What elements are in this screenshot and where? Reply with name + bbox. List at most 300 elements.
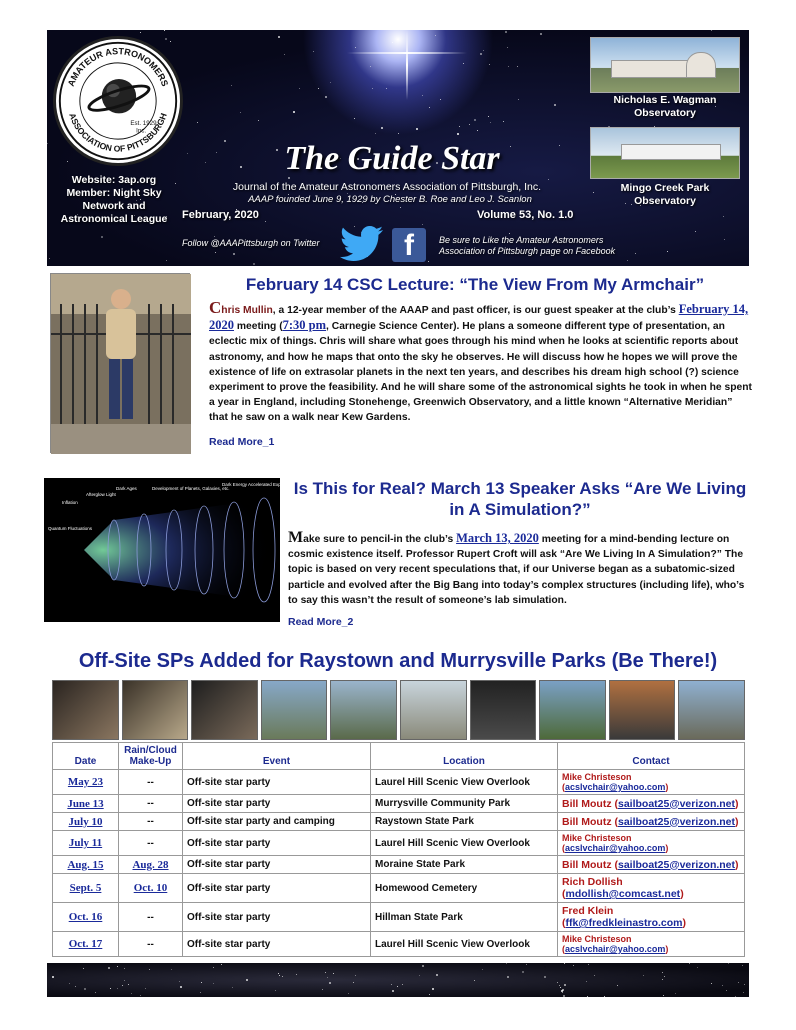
website-line: Website: 3ap.org	[71, 174, 157, 186]
article1-text-3: , Carnegie Science Center). He plans a someone different type of presentation, an eclectic mix of things. Chris will share what goes through his mind when he looks at scientific reports about astronomy, and how he maps that onto the sky he observes. He will discuss how he hopes we will prove the existence of life on extrasolar planets in the next ten years, and describes his dream high school (?) science experiment to prove the feasibility. And he will share some of the astronomical sights he took in when he spent a year in England, including Stonehenge, Greenwich Observatory, and a little known “Alternative Meridian” that he saw on a walk near Kew Gardens.	[209, 321, 752, 424]
star-dot	[562, 992, 563, 993]
event-date-link[interactable]: July 11	[68, 837, 103, 849]
makeup-date: --	[147, 911, 154, 923]
event-date-link[interactable]: Oct. 17	[68, 938, 103, 950]
star-dot	[180, 986, 182, 988]
star-dot	[325, 96, 327, 98]
star-dot	[440, 99, 441, 100]
star-dot	[483, 50, 484, 51]
table-row	[53, 874, 745, 903]
column-header-location: Location	[371, 743, 558, 770]
event-date-link[interactable]: June 13	[67, 797, 104, 810]
star-party-photo	[539, 680, 606, 740]
event-contact-cell: Mike Christeson (acslvchair@yahoo.com)	[558, 932, 745, 957]
club-seal-logo	[53, 36, 183, 166]
facebook-like-text[interactable]	[439, 235, 639, 257]
event-date-cell	[53, 856, 119, 874]
star-dot	[509, 233, 510, 234]
star-dot	[743, 992, 744, 993]
star-dot	[562, 989, 564, 991]
star-dot	[663, 995, 664, 996]
event-contact-cell: Bill Moutz (sailboat25@verizon.net)	[558, 795, 745, 813]
article2-body	[288, 530, 754, 608]
star-dot	[187, 153, 188, 154]
footer-starfield	[47, 963, 749, 997]
svg-text:ASSOCIATION OF PITTSBURGH: ASSOCIATION OF PITTSBURGH	[67, 111, 169, 154]
star-dot	[505, 31, 507, 33]
table-row	[53, 903, 745, 932]
star-dot	[724, 239, 725, 240]
star-dot	[564, 984, 566, 986]
star-dot	[318, 88, 319, 89]
star-dot	[722, 985, 723, 986]
star-dot	[728, 963, 729, 964]
star-dot	[594, 975, 595, 976]
star-dot	[353, 982, 354, 983]
star-dot	[95, 992, 96, 993]
journal-subtitle: Journal of the Amateur Astronomers Association of Pittsburgh, Inc.	[232, 181, 542, 193]
star-dot	[711, 30, 712, 31]
contact-email-link[interactable]: ffk@fredkleinastro.com	[565, 917, 683, 929]
wagman-observatory-photo	[590, 37, 740, 93]
star-dot	[69, 983, 70, 984]
makeup-date-cell	[119, 770, 183, 795]
event-contact-cell: Fred Klein (ffk@fredkleinastro.com)	[558, 903, 745, 932]
event-location-cell: Laurel Hill Scenic View Overlook	[371, 932, 558, 957]
star-party-photo	[330, 680, 397, 740]
issue-volume: Volume 53, No. 1.0	[477, 209, 574, 221]
star-dot	[662, 972, 663, 973]
star-dot	[477, 130, 478, 131]
event-date-link[interactable]: May 23	[67, 776, 104, 788]
star-party-photo	[400, 680, 467, 740]
contact-email-link[interactable]: sailboat25@verizon.net	[618, 797, 736, 810]
star-dot	[488, 116, 489, 117]
star-dot	[355, 47, 356, 48]
star-dot	[171, 969, 172, 970]
table-row	[53, 795, 745, 813]
star-dot	[435, 35, 436, 36]
star-dot	[117, 988, 118, 989]
event-name-cell: Off-site star party	[183, 874, 371, 903]
article1-text-1: , a 12-year member of the AAAP and past officer, is our guest speaker at the club’s	[272, 305, 679, 316]
svg-text:Est. 1929: Est. 1929	[130, 119, 157, 127]
contact-email-link[interactable]: sailboat25@verizon.net	[618, 815, 736, 828]
star-dot	[166, 260, 167, 261]
article1-title: February 14 CSC Lecture: “The View From My Armchair”	[245, 275, 705, 294]
star-dot	[201, 982, 202, 983]
star-dot	[117, 966, 118, 967]
star-dot	[215, 252, 216, 253]
star-dot	[573, 965, 574, 966]
svg-text:Dark Ages: Dark Ages	[116, 486, 137, 491]
makeup-date[interactable]: Aug. 28	[132, 858, 169, 871]
event-location-cell: Raystown State Park	[371, 813, 558, 831]
star-dot	[627, 260, 628, 261]
contact-email-link[interactable]: acslvchair@yahoo.com	[565, 843, 666, 853]
mingo-creek-observatory-photo	[590, 127, 740, 179]
contact-email-link[interactable]: acslvchair@yahoo.com	[565, 944, 666, 954]
contact-email-link[interactable]: sailboat25@verizon.net	[618, 858, 736, 871]
member-line-2: Network and	[82, 200, 146, 212]
star-dot	[557, 982, 558, 983]
newsletter-title: The Guide Star	[284, 140, 500, 177]
founded-line: AAAP founded June 9, 1929 by Chester B. Roe and Leo J. Scanlon	[248, 194, 532, 205]
makeup-date-cell	[119, 903, 183, 932]
star-dot	[265, 221, 266, 222]
event-date-cell	[53, 903, 119, 932]
speaker-photo-chris-mullin	[50, 273, 190, 453]
star-dot	[205, 162, 206, 163]
contact-name: Bill Moutz	[562, 797, 612, 810]
star-dot	[664, 976, 665, 977]
star-dot	[398, 133, 399, 134]
event-location-cell: Moraine State Park	[371, 856, 558, 874]
star-dot	[419, 975, 420, 976]
star-dot	[325, 972, 326, 973]
star-dot	[726, 990, 727, 991]
star-dot	[375, 133, 376, 134]
star-dot	[293, 111, 295, 113]
event-location-cell: Laurel Hill Scenic View Overlook	[371, 831, 558, 856]
star-dot	[124, 968, 125, 969]
star-dot	[278, 973, 279, 974]
star-dot	[544, 976, 546, 978]
wagman-observatory-caption	[590, 94, 740, 120]
event-name-cell: Off-site star party and camping	[183, 813, 371, 831]
star-dot	[469, 124, 470, 125]
star-dot	[617, 985, 618, 986]
makeup-date: --	[147, 837, 154, 849]
star-dot	[381, 127, 383, 129]
saturn-seal-icon	[56, 39, 180, 163]
march-13-date-link[interactable]: March 13, 2020	[456, 531, 539, 545]
star-dot	[322, 989, 323, 990]
makeup-date-cell	[119, 795, 183, 813]
star-party-photo	[191, 680, 258, 740]
article2-title	[285, 478, 755, 520]
makeup-date-cell	[119, 813, 183, 831]
star-dot	[397, 986, 398, 987]
twitter-bird-icon[interactable]	[340, 226, 384, 262]
event-date-cell	[53, 831, 119, 856]
star-dot	[738, 982, 739, 983]
star-flare-vertical	[406, 30, 408, 100]
mingo-caption-line-1: Mingo Creek Park	[620, 182, 710, 194]
star-dot	[84, 988, 86, 990]
star-dot	[402, 984, 403, 985]
star-dot	[213, 983, 214, 984]
contact-name: Bill Moutz	[562, 815, 612, 828]
star-dot	[348, 993, 349, 994]
star-dot	[140, 995, 141, 996]
star-dot	[744, 984, 745, 985]
star-dot	[216, 152, 217, 153]
star-party-photo	[52, 680, 119, 740]
mingo-caption-line-2: Observatory	[634, 195, 696, 207]
makeup-date[interactable]: Oct. 10	[133, 882, 168, 894]
wagman-caption-line-1: Nicholas E. Wagman	[613, 94, 717, 106]
star-dot	[329, 982, 331, 984]
star-dot	[47, 143, 48, 144]
star-dot	[108, 967, 110, 969]
issue-date: February, 2020	[182, 209, 259, 221]
star-dot	[522, 971, 524, 973]
star-dot	[548, 179, 549, 180]
star-dot	[354, 118, 355, 119]
star-dot	[253, 263, 255, 265]
star-dot	[643, 975, 644, 976]
star-dot	[436, 974, 438, 976]
svg-text:Afterglow Light: Afterglow Light	[86, 492, 116, 497]
star-dot	[480, 53, 482, 55]
star-dot	[675, 993, 676, 994]
star-dot	[723, 216, 724, 217]
member-line-3: Astronomical League	[60, 213, 168, 225]
star-dot	[179, 981, 180, 982]
star-dot	[742, 965, 743, 966]
makeup-date: --	[147, 816, 154, 827]
february-14-date-link[interactable]: February 14, 2020	[209, 302, 749, 333]
star-dot	[400, 207, 401, 208]
contact-name: Bill Moutz	[562, 858, 612, 871]
facebook-line-1: Be sure to Like the Amateur Astronomers	[439, 235, 604, 245]
star-party-photo	[122, 680, 189, 740]
contact-name: Mike Christeson	[562, 772, 632, 782]
article2-text-2: meeting for a mind-bending lecture on cosmic existence itself. Professor Rupert Croft will ask “Are We Living In A Simulation?” The topic is based on very recent speculations that, if our Universe began as a subatomic-sized particle and evolved after the Big Bang into today’s complex structures (including life), who’s to say this wasn’t the result of someone’s lab simulation.	[288, 534, 745, 606]
makeup-date: --	[147, 776, 154, 788]
table-row	[53, 932, 745, 957]
star-dot	[517, 66, 518, 67]
event-contact-cell: Bill Moutz (sailboat25@verizon.net)	[558, 813, 745, 831]
star-dot	[122, 985, 123, 986]
event-contact-cell: Mike Christeson (acslvchair@yahoo.com)	[558, 831, 745, 856]
star-dot	[507, 47, 508, 48]
star-dot	[416, 128, 418, 130]
event-location-cell: Homewood Cemetery	[371, 874, 558, 903]
star-dot	[164, 30, 165, 31]
article2-dropcap: M	[288, 529, 304, 546]
article2-text-1: ake sure to pencil-in the club’s	[303, 534, 457, 545]
star-dot	[197, 122, 198, 123]
event-location-cell: Hillman State Park	[371, 903, 558, 932]
star-dot	[588, 964, 589, 965]
star-dot	[559, 145, 560, 146]
table-row	[53, 770, 745, 795]
star-dot	[587, 996, 588, 997]
star-dot	[697, 967, 698, 968]
star-dot	[392, 42, 393, 43]
read-more-1-link[interactable]: Read More_1	[209, 436, 275, 448]
svg-text:Development of Planets, Galaxi: Development of Planets, Galaxies, etc.	[152, 486, 230, 491]
article2-title-line-1: Is This for Real? March 13 Speaker Asks “Are We Living	[293, 479, 747, 498]
star-dot	[200, 992, 201, 993]
star-dot	[75, 986, 76, 987]
star-dot	[489, 64, 490, 65]
schedule-rows	[53, 770, 745, 957]
star-dot	[564, 963, 565, 964]
star-dot	[355, 975, 356, 976]
star-dot	[101, 236, 103, 238]
star-dot	[213, 967, 214, 968]
star-dot	[604, 996, 605, 997]
event-date-cell	[53, 795, 119, 813]
table-row	[53, 831, 745, 856]
article1-body	[209, 300, 754, 426]
star-dot	[232, 987, 233, 988]
star-dot	[386, 88, 387, 89]
star-dot	[563, 995, 565, 997]
star-dot	[83, 968, 84, 969]
svg-text:Inflation: Inflation	[62, 500, 78, 505]
event-name-cell: Off-site star party	[183, 831, 371, 856]
star-dot	[282, 976, 283, 977]
star-dot	[695, 231, 696, 232]
star-dot	[149, 969, 150, 970]
wagman-caption-line-2: Observatory	[634, 107, 696, 119]
star-dot	[391, 984, 392, 985]
star-dot	[275, 990, 276, 991]
mingo-observatory-caption	[590, 182, 740, 208]
star-dot	[278, 36, 280, 38]
event-contact-cell: Rich Dollish (mdollish@comcast.net)	[558, 874, 745, 903]
star-dot	[429, 107, 430, 108]
makeup-date: --	[147, 798, 154, 809]
star-dot	[507, 976, 509, 978]
star-dot	[711, 983, 712, 984]
star-party-schedule-table	[52, 742, 745, 957]
read-more-2-link[interactable]: Read More_2	[288, 616, 354, 628]
event-date-link[interactable]: Oct. 16	[68, 911, 103, 923]
star-dot	[459, 126, 460, 127]
makeup-date-cell	[119, 874, 183, 903]
star-dot	[372, 88, 373, 89]
star-dot	[233, 253, 235, 255]
star-dot	[526, 964, 527, 965]
star-dot	[49, 258, 50, 259]
column-header-date: Date	[53, 743, 119, 770]
meeting-time-link[interactable]: 7:30 pm	[282, 318, 327, 333]
article1-dropcap: C	[209, 298, 222, 317]
event-date-cell	[53, 932, 119, 957]
star-dot	[559, 985, 560, 986]
star-dot	[474, 980, 475, 981]
website-info	[49, 174, 179, 226]
star-dot	[482, 969, 483, 970]
star-dot	[463, 63, 464, 64]
star-dot	[246, 979, 248, 981]
svg-text:Dark Energy Accelerated Expans: Dark Energy Accelerated Expansion	[222, 482, 295, 487]
star-dot	[370, 66, 371, 67]
event-name-cell: Off-site star party	[183, 795, 371, 813]
column-header-contact: Contact	[558, 743, 745, 770]
star-dot	[392, 990, 394, 992]
star-dot	[279, 975, 280, 976]
event-name-cell: Off-site star party	[183, 770, 371, 795]
star-dot	[145, 988, 146, 989]
contact-email-link[interactable]: acslvchair@yahoo.com	[565, 782, 666, 792]
star-dot	[422, 95, 423, 96]
event-location-cell: Laurel Hill Scenic View Overlook	[371, 770, 558, 795]
star-party-photo	[609, 680, 676, 740]
star-dot	[518, 99, 519, 100]
event-date-link[interactable]: Aug. 15	[67, 858, 104, 871]
star-dot	[422, 224, 423, 225]
table-header-row	[53, 743, 745, 770]
star-dot	[313, 51, 314, 52]
star-dot	[560, 987, 561, 988]
event-name-cell: Off-site star party	[183, 903, 371, 932]
facebook-icon[interactable]: f	[392, 228, 426, 262]
star-dot	[296, 974, 297, 975]
event-date-link[interactable]: July 10	[68, 815, 103, 828]
event-name-cell: Off-site star party	[183, 932, 371, 957]
star-dot	[667, 251, 668, 252]
star-dot	[224, 140, 226, 142]
event-contact-cell: Bill Moutz (sailboat25@verizon.net)	[558, 856, 745, 874]
star-dot	[240, 166, 242, 168]
column-header-event: Event	[183, 743, 371, 770]
svg-text:Inc.: Inc.	[136, 127, 147, 135]
event-date-cell	[53, 770, 119, 795]
star-dot	[299, 88, 300, 89]
star-dot	[429, 994, 430, 995]
star-dot	[662, 979, 663, 980]
article2-title-line-2: in A Simulation?”	[449, 500, 591, 519]
star-dot	[131, 993, 132, 994]
star-dot	[503, 121, 504, 122]
makeup-date-cell	[119, 932, 183, 957]
star-party-photo-strip	[52, 680, 745, 740]
event-contact-cell: Mike Christeson (acslvchair@yahoo.com)	[558, 770, 745, 795]
star-dot	[240, 112, 241, 113]
member-line: Member: Night Sky	[66, 187, 162, 199]
contact-name: Rich Dollish	[562, 876, 623, 888]
svg-text:AMATEUR ASTRONOMERS: AMATEUR ASTRONOMERS	[65, 46, 171, 88]
masthead-banner	[47, 30, 749, 266]
star-dot	[506, 963, 507, 964]
star-dot	[490, 122, 491, 123]
star-dot	[221, 964, 222, 965]
star-dot	[52, 976, 54, 978]
star-dot	[554, 104, 556, 106]
contact-name: Fred Klein	[562, 905, 614, 917]
svg-text:Quantum Fluctuations: Quantum Fluctuations	[48, 526, 93, 531]
star-dot	[128, 984, 129, 985]
twitter-follow-text[interactable]: Follow @AAAPittsburgh on Twitter	[182, 238, 320, 248]
event-date-cell	[53, 813, 119, 831]
makeup-date: --	[147, 938, 154, 950]
star-dot	[508, 66, 509, 67]
event-date-cell	[53, 874, 119, 903]
star-party-photo	[678, 680, 745, 740]
star-dot	[140, 32, 141, 33]
star-dot	[124, 980, 125, 981]
star-dot	[327, 977, 328, 978]
event-location-cell: Murrysville Community Park	[371, 795, 558, 813]
event-date-link[interactable]: Sept. 5	[69, 882, 102, 894]
event-name-cell: Off-site star party	[183, 856, 371, 874]
star-dot	[330, 82, 331, 83]
contact-email-link[interactable]: mdollish@comcast.net	[565, 888, 681, 900]
star-party-photo	[470, 680, 537, 740]
star-dot	[474, 119, 476, 121]
column-header-makeup: Rain/Cloud Make-Up	[119, 743, 183, 770]
star-dot	[428, 261, 429, 262]
star-dot	[586, 981, 587, 982]
star-dot	[735, 996, 736, 997]
star-dot	[231, 85, 232, 86]
